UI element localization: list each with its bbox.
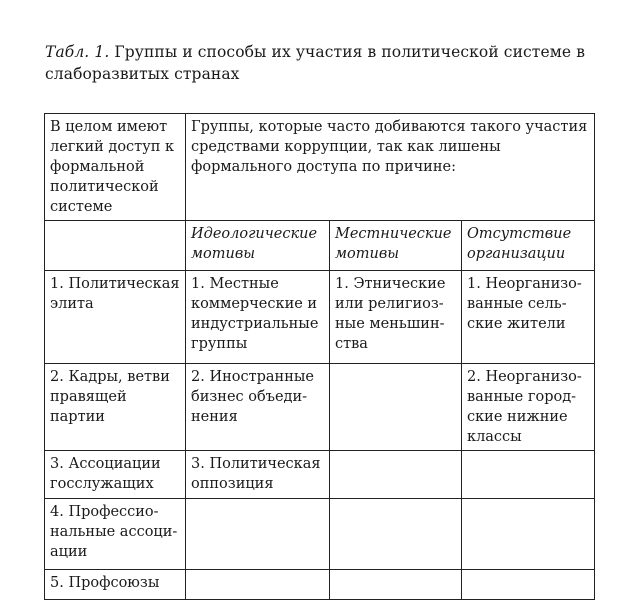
- header-corruption-groups: Группы, которые часто добиваются такого участия средствами коррупции, так как лишены формального доступа по причине:: [186, 114, 595, 221]
- table-subheader-row: [45, 221, 595, 271]
- table-header-row: [45, 114, 595, 221]
- cell-group: 5. Профсоюзы: [45, 570, 186, 600]
- subheader-organization: Отсутствие организации: [462, 221, 595, 271]
- table-row: [45, 570, 595, 600]
- cell-ideological: [186, 570, 330, 600]
- subheader-empty-cell: [45, 221, 186, 271]
- cell-group: 2. Кадры, ветви правящей партии: [45, 364, 186, 451]
- subheader-ideological: Идеологические мотивы: [186, 221, 330, 271]
- cell-local: [330, 499, 462, 570]
- header-formal-access: В целом имеют легкий доступ к формальной политической системе: [45, 114, 186, 221]
- table-row: [45, 271, 595, 364]
- cell-ideological: 3. Политическая оппозиция: [186, 451, 330, 499]
- cell-organization: 1. Неорганизованные сельские жители: [462, 271, 595, 364]
- cell-local: 1. Этнические или религиозные меньшинства: [330, 271, 462, 364]
- table-row: [45, 451, 595, 499]
- cell-local: [330, 364, 462, 451]
- groups-table: [44, 113, 595, 600]
- table-caption: [45, 41, 595, 85]
- cell-ideological: [186, 499, 330, 570]
- caption-text: Группы и способы их участия в политической системе в слаборазвитых странах: [45, 43, 586, 83]
- cell-organization: 2. Неорганизованные городские нижние классы: [462, 364, 595, 451]
- subheader-local: Местнические мотивы: [330, 221, 462, 271]
- cell-organization: [462, 451, 595, 499]
- cell-organization: [462, 570, 595, 600]
- caption-label: Табл. 1.: [45, 43, 110, 61]
- table-row: [45, 364, 595, 451]
- cell-organization: [462, 499, 595, 570]
- cell-group: 4. Профессиональные ассоциации: [45, 499, 186, 570]
- cell-group: 1. Политическая элита: [45, 271, 186, 364]
- cell-group: 3. Ассоциации госслужащих: [45, 451, 186, 499]
- table-row: [45, 499, 595, 570]
- cell-ideological: 2. Иностранные бизнес объединения: [186, 364, 330, 451]
- cell-ideological: 1. Местные коммерческие и индустриальные группы: [186, 271, 330, 364]
- cell-local: [330, 570, 462, 600]
- cell-local: [330, 451, 462, 499]
